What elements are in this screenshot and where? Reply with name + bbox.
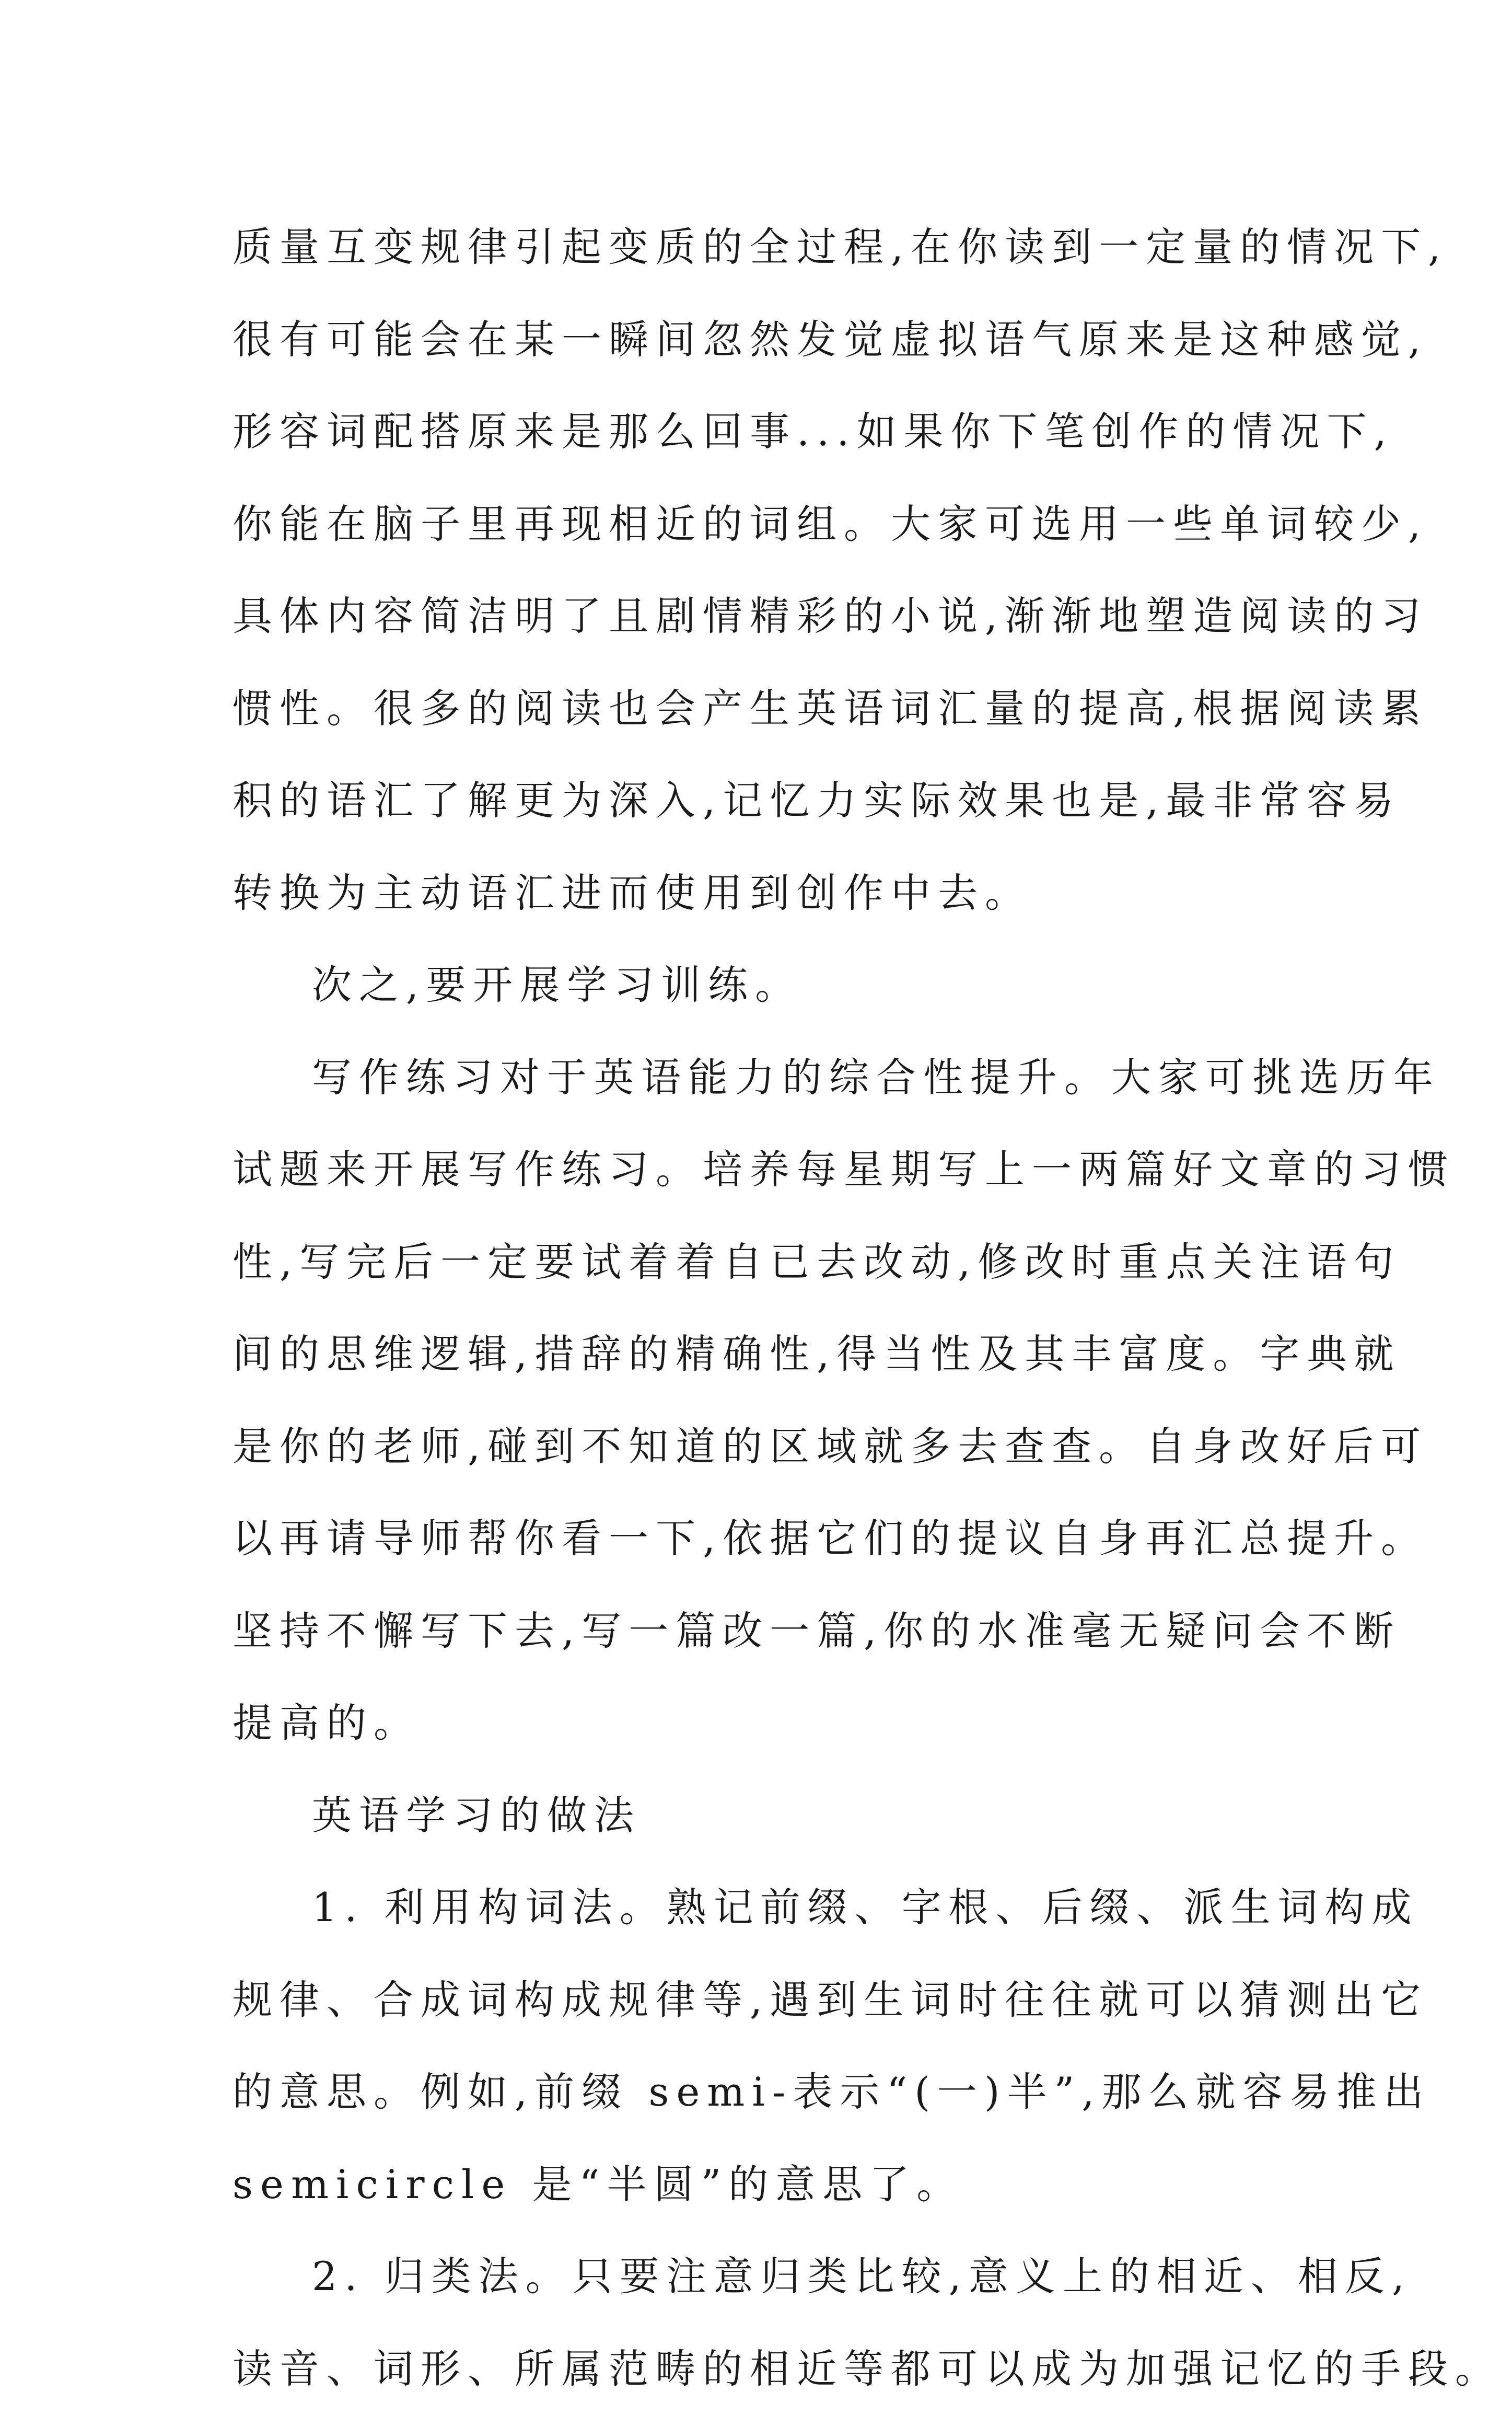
text-line: 质量互变规律引起变质的全过程,在你读到一定量的情况下, bbox=[232, 201, 1319, 294]
text-line: 写作练习对于英语能力的综合性提升。大家可挑选历年 bbox=[232, 1032, 1319, 1124]
text-line: 很有可能会在某一瞬间忽然发觉虚拟语气原来是这种感觉, bbox=[232, 294, 1319, 386]
text-line: 间的思维逻辑,措辞的精确性,得当性及其丰富度。字典就 bbox=[232, 1308, 1319, 1401]
body-text bbox=[232, 201, 1319, 2415]
section-heading: 英语学习的做法 bbox=[232, 1770, 1319, 1862]
text-line: semicircle 是“半圆”的意思了。 bbox=[232, 2139, 1319, 2231]
text-line: 坚持不懈写下去,写一篇改一篇,你的水准毫无疑问会不断 bbox=[232, 1585, 1319, 1678]
text-line: 规律、合成词构成规律等,遇到生词时往往就可以猜测出它 bbox=[232, 1954, 1319, 2047]
text-line: 你能在脑子里再现相近的词组。大家可选用一些单词较少, bbox=[232, 478, 1319, 571]
text-line: 1. 利用构词法。熟记前缀、字根、后缀、派生词构成 bbox=[232, 1862, 1319, 1954]
text-line: 读音、词形、所属范畴的相近等都可以成为加强记忆的手段。 bbox=[232, 2323, 1319, 2415]
text-line: 试题来开展写作练习。培养每星期写上一两篇好文章的习惯 bbox=[232, 1124, 1319, 1216]
text-line: 提高的。 bbox=[232, 1677, 1319, 1770]
text-line: 是你的老师,碰到不知道的区域就多去查查。自身改好后可 bbox=[232, 1401, 1319, 1493]
text-line: 形容词配搭原来是那么回事...如果你下笔创作的情况下, bbox=[232, 386, 1319, 478]
text-line: 2. 归类法。只要注意归类比较,意义上的相近、相反, bbox=[232, 2231, 1319, 2323]
text-line: 以再请导师帮你看一下,依据它们的提议自身再汇总提升。 bbox=[232, 1493, 1319, 1585]
text-line: 转换为主动语汇进而使用到创作中去。 bbox=[232, 847, 1319, 940]
text-line: 具体内容简洁明了且剧情精彩的小说,渐渐地塑造阅读的习 bbox=[232, 570, 1319, 663]
text-line: 的意思。例如,前缀 semi-表示“(一)半”,那么就容易推出 bbox=[232, 2046, 1319, 2139]
text-line: 积的语汇了解更为深入,记忆力实际效果也是,最非常容易 bbox=[232, 755, 1319, 847]
text-line: 次之,要开展学习训练。 bbox=[232, 939, 1319, 1032]
text-line: 惯性。很多的阅读也会产生英语词汇量的提高,根据阅读累 bbox=[232, 663, 1319, 755]
text-line: 性,写完后一定要试着着自已去改动,修改时重点关注语句 bbox=[232, 1216, 1319, 1309]
